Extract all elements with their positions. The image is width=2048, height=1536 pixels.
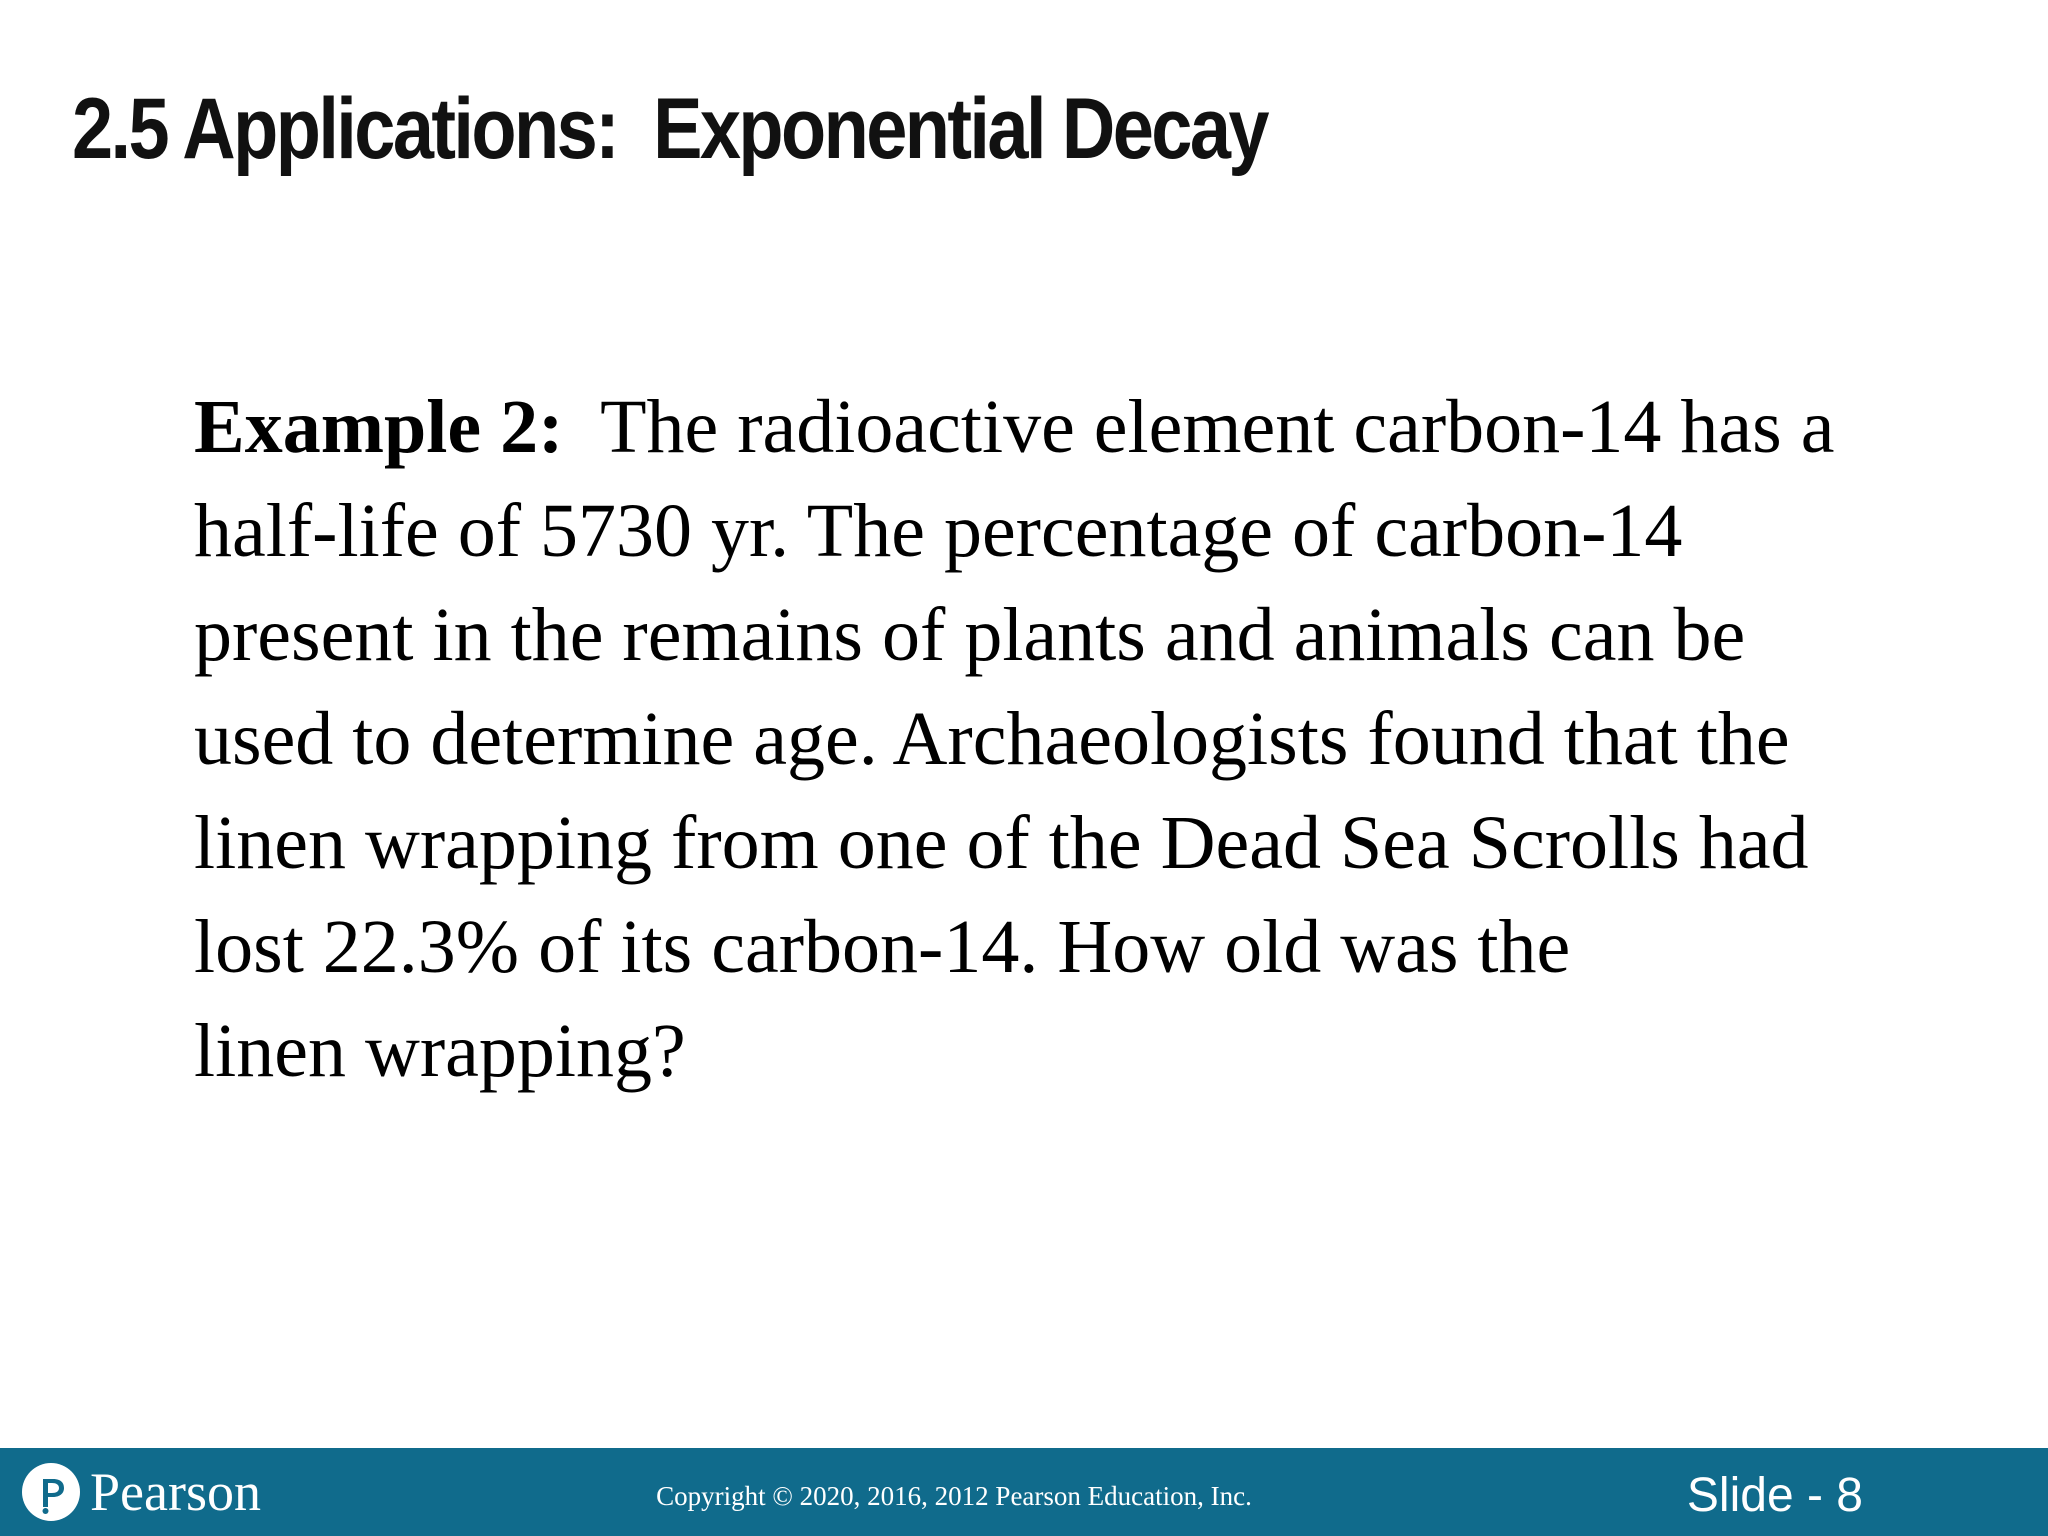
pearson-logo-text: Pearson — [90, 1462, 261, 1522]
slide-title: 2.5 Applications: Exponential Decay — [72, 81, 1267, 177]
copyright-notice: Copyright © 2020, 2016, 2012 Pearson Education, Inc. — [656, 1481, 1252, 1511]
example-line-1-text: The radioactive element carbon-14 has a — [563, 385, 1835, 469]
example-line-7: linen wrapping? — [194, 1009, 686, 1093]
example-label: Example 2: — [194, 385, 564, 469]
example-line-5: linen wrapping from one of the Dead Sea Scrolls had — [194, 801, 1809, 885]
example-line-2: half-life of 5730 yr. The percentage of carbon-14 — [194, 489, 1683, 573]
slide-number: Slide - 8 — [1686, 1469, 1863, 1522]
example-line-4: used to determine age. Archaeologists found that the — [194, 697, 1790, 781]
example-text — [194, 375, 1994, 1103]
example-line-6: lost 22.3% of its carbon-14. How old was the — [194, 905, 1571, 989]
example-line-3: present in the remains of plants and animals can be — [194, 593, 1746, 677]
footer-bar — [0, 1448, 2048, 1536]
example-line-1 — [194, 375, 1994, 479]
